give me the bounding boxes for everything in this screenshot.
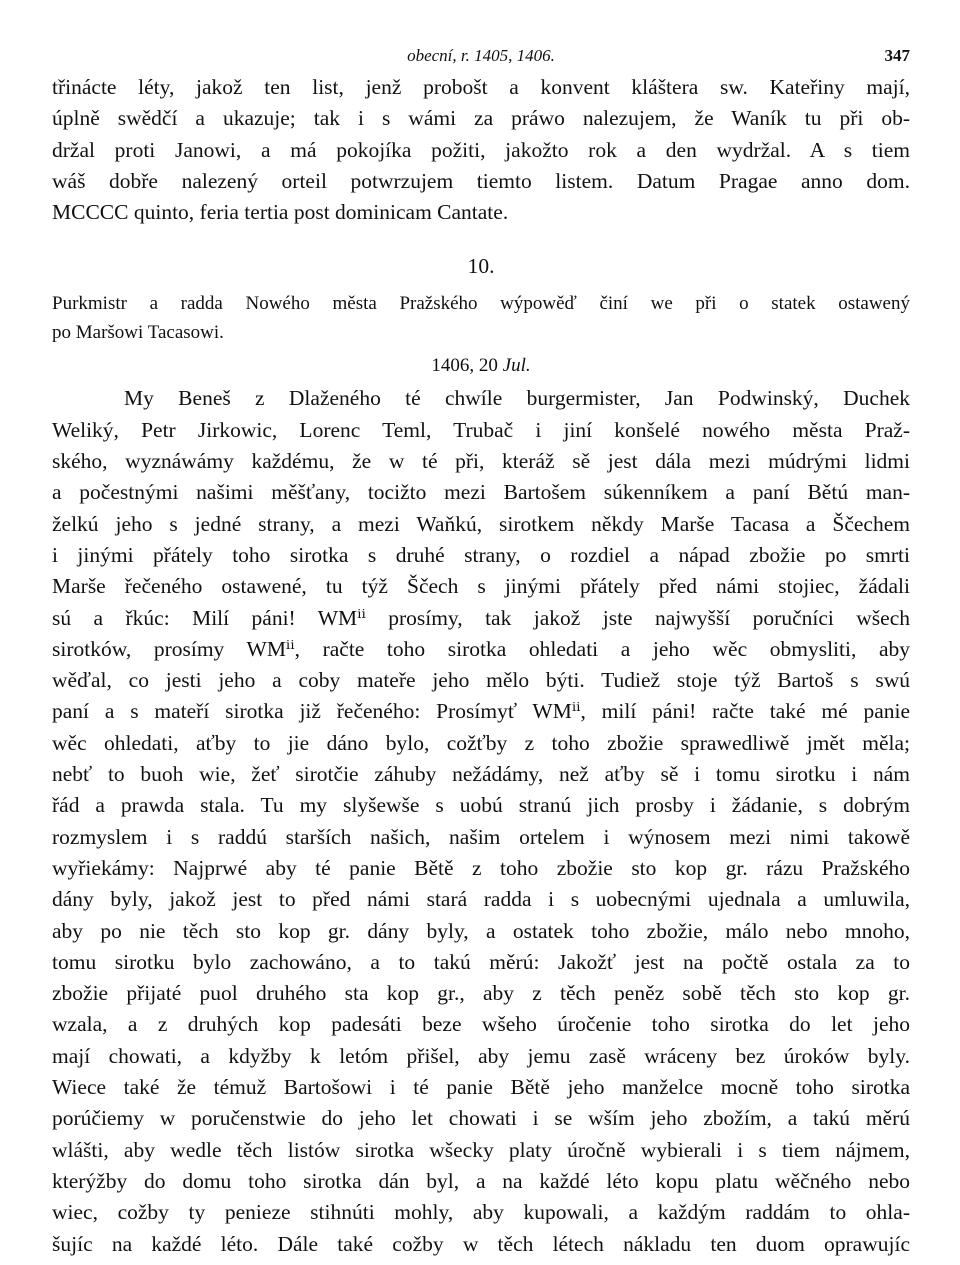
text-line: wzala, a z druhých kop padesáti beze wšeho úročenie toho sirotka do let jeho — [52, 1012, 910, 1037]
text-line: Wiece také že témuž Bartošowi i té panie Bětě jeho manželce mocně toho sirotka — [52, 1075, 910, 1100]
text-line: wáš dobře nalezený orteil potwrzujem tiemto listem. Datum Pragae anno dom. — [52, 168, 910, 193]
date-year: 1406, 20 — [431, 355, 498, 377]
text-line: třinácte léty, jakož ten list, jenž probošt a konvent kláštera sw. Kateřiny mají, — [52, 75, 910, 99]
text-line: paní a s mateří sirotka již řečeného: Prosímyť WMⁱⁱ, milí páni! račte také mé panie — [52, 699, 910, 724]
text-line: a počestnými našimi měšťany, tocižto mezi Bartošem súkenníkem a paní Bětú man- — [52, 480, 910, 505]
text-line: wiec, cožby ty penieze stihnúti mohly, aby kupowali, a každým raddám to ohla- — [52, 1200, 910, 1225]
text-line: MCCCC quinto, feria tertia post dominicam Cantate. — [52, 200, 509, 225]
text-line: tomu sirotku bylo zachowáno, a to takú měrú: Jakožť jest na počtě ostala za to — [52, 949, 910, 974]
text-line: wěďal, co jesti jeho a coby mateře jeho mělo býti. Tudiež stoje týž Bartoš s swú — [52, 668, 910, 693]
text-line: Marše řečeného ostawené, tu týž Ščech s jinými přátely před námi stojiec, žádali — [52, 574, 910, 599]
text-line: sirotków, prosímy WMⁱⁱ, račte toho sirotka ohledati a jeho wěc obmysliti, aby — [52, 636, 910, 661]
book-page — [52, 46, 910, 1260]
date-month: Jul. — [502, 355, 531, 377]
running-title: obecní, r. 1405, 1406. — [407, 46, 555, 65]
text-line: řád a prawda stala. Tu my slyšewše s uobú stranú jich prosby i žádanie, s dobrým — [52, 793, 910, 818]
page-number: 347 — [884, 46, 910, 65]
running-header — [52, 46, 910, 72]
text-line: wyřiekámy: Najprwé aby té panie Bětě z toho zbožie sto kop gr. rázu Pražského — [52, 855, 910, 880]
text-line: nebť to buoh wie, žeť sirotčie záhuby nežádámy, než aťby sě i tomu sirotku i nám — [52, 762, 910, 787]
body-text — [52, 383, 910, 1259]
text-line: aby po nie těch sto kop gr. dány byly, a ostatek toho zbožie, málo nebo mnoho, — [52, 918, 910, 943]
text-line: úplně swědčí a ukazuje; tak i s wámi za práwo nalezujem, že Waník tu při ob- — [52, 106, 910, 131]
top-paragraph — [52, 72, 910, 228]
text-line: wěc ohledati, aťby to jie dáno bylo, cožťby z toho zbožie sprawedliwě jmět měla; — [52, 730, 910, 755]
text-line: rozmyslem i s raddú starších našich, našim ortelem i wýnosem mezi nimi takowě — [52, 824, 910, 849]
text-line: Weliký, Petr Jirkowic, Lorenc Teml, Trubač i jiní konšelé nowého města Praž- — [52, 417, 910, 442]
document-date — [52, 353, 910, 379]
text-line: porúčiemy w poručenstwie do jeho let chowati i se wším jeho zbožím, a takú měrú — [52, 1106, 910, 1131]
text-line: mají chowati, a kdyžby k letóm přišel, aby jemu zasě wráceny bez úroków byly. — [52, 1043, 910, 1068]
text-line: sú a řkúc: Milí páni! WMⁱⁱ prosímy, tak jakož jste najwyšší poručníci wšech — [52, 605, 910, 630]
text-line: wlášti, aby wedle těch listów sirotka wšecky platy úročně wybierali i s tiem nájmem, — [52, 1137, 910, 1162]
text-line: ského, wyznáwámy každému, že w té při, kteráž sě jest dála mezi múdrými lidmi — [52, 449, 910, 474]
text-line: My Beneš z Dlaženého té chwíle burgermister, Jan Podwinský, Duchek — [124, 386, 910, 411]
heading-line: Purkmistr a radda Nowého města Pražského wýpowěď činí we při o statek ostawený — [52, 293, 910, 315]
document-heading — [52, 289, 910, 347]
text-line: dány byly, jakož jest to před námi stará radda i s uobecnými ujednala a umluwila, — [52, 887, 910, 912]
heading-line: po Maršowi Tacasowi. — [52, 322, 224, 344]
text-line: i jinými přátely toho sirotka s druhé strany, o rozdiel a nápad zbožie po smrti — [52, 542, 910, 567]
text-line: kterýžby do domu toho sirotka dán byl, a na každé léto kopu platu wěčného nebo — [52, 1168, 910, 1193]
text-line: želkú jeho s jedné strany, a mezi Waňkú, sirotkem někdy Marše Tacasa a Ščechem — [52, 511, 910, 536]
document-number: 10. — [467, 254, 495, 279]
text-line: držal proti Janowi, a má pokojíka požiti, jakožto rok a den wydržal. A s tiem — [52, 137, 910, 162]
text-line: šujíc na každé léto. Dále také cožby w těch létech nákladu ten duom oprawujíc — [52, 1231, 910, 1256]
text-line: zbožie přijaté puol druhého sta kop gr., aby z těch peněz sobě těch sto kop gr. — [52, 981, 910, 1006]
